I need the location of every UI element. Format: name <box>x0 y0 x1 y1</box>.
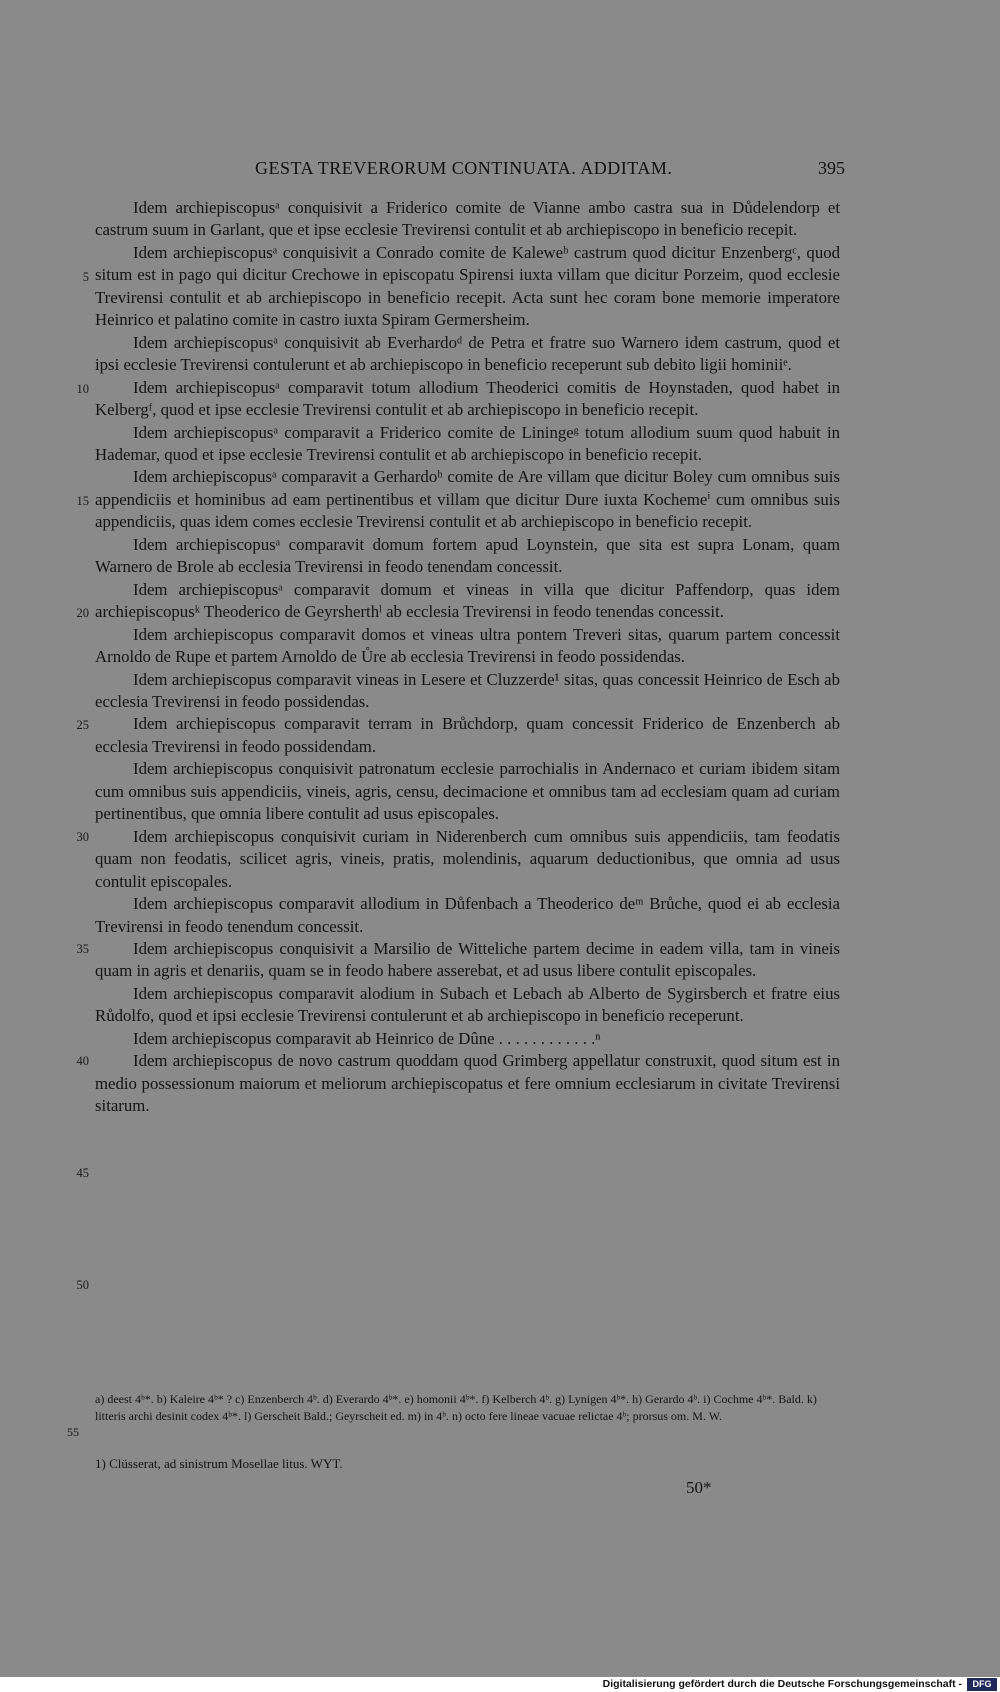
line-number: 55 <box>67 1425 79 1439</box>
paragraph: Idem archiepiscopus comparavit domos et vineas ultra pontem Treveri sitas, quarum partem concessit Arnoldo de Rupe et partem Arnoldo de Ůre ab ecclesia Trevirensi in feodo possidendas. <box>95 624 840 667</box>
line-number: 10 <box>76 382 89 396</box>
paragraph: Idem archiepiscopusᵃ conquisivit a Friderico comite de Vianne ambo castra sua in Důdelendorp et castrum suum in Garlant, que et ipse ecclesie Trevirensi contulit et ab archiepiscopo in beneficio recepit. <box>95 198 840 240</box>
line-number: 25 <box>76 718 89 732</box>
paragraph: Idem archiepiscopusᵃ comparavit totum allodium Theoderici comitis de Hoynstaden, quod habet in Kelbergᶠ, quod et ipse ecclesie Trevirensi contulit et ab archiepiscopo in beneficio recepit. <box>95 377 840 420</box>
funding-notice: Digitalisierung gefördert durch die Deutsche Forschungsgemeinschaft - <box>602 1678 962 1690</box>
paragraph: Idem archiepiscopus de novo castrum quoddam quod Grimberg appellatur construxit, quod situm est in medio possessionum maiorum et meliorum archiepiscopatus et fere omnium ecclesiarum in civitate Trevirensi sitarum. <box>95 1051 840 1116</box>
running-title: GESTA TREVERORUM CONTINUATA. ADDITAM. <box>255 158 673 178</box>
paragraph: Idem archiepiscopusᵃ comparavit domum fortem apud Loynstein, que sita est supra Lonam, quam Warnero de Brole ab ecclesia Trevirensi in feodo tenendam concessit. <box>95 534 840 577</box>
apparatus-text: a) deest 4ᵇ*. b) Kaleire 4ᵇ* ? c) Enzenberch 4ᵇ. d) Everardo 4ᵇ*. e) homonii 4ᵇ*. f) Kelberch 4ᵇ. g) Lynigen 4ᵇ*. h) Gerardo 4ᵇ. i) Cochme 4ᵇ*. Bald. k) litteris archi desinit codex 4ᵇ*. l) Gerscheit Bald.; Geyrscheit ed. m) in 4ᵇ. n) octo fere lineae vacuae relictae 4ᵇ; prorsus om. M. W. <box>95 1392 817 1423</box>
paragraph: Idem archiepiscopus comparavit alodium in Subach et Lebach ab Alberto de Sygirsberch et fratre eius Růdolfo, quod et ipsi ecclesie Trevirensi contulerunt et ab archiepiscopo in beneficio receperunt. <box>95 983 840 1026</box>
main-text <box>76 197 840 1292</box>
explanatory-footnote: 1) Clüsserat, ad sinistrum Mosellae litus. WYT. <box>95 1456 343 1471</box>
paragraph: Idem archiepiscopus comparavit allodium in Důfenbach a Theoderico deᵐ Brůche, quod ei ab ecclesia Trevirensi in feodo tenendum concessit. <box>95 894 840 936</box>
line-number: 30 <box>76 830 89 844</box>
line-number: 5 <box>82 270 89 284</box>
line-number: 35 <box>76 942 89 956</box>
paragraph: Idem archiepiscopusᵃ conquisivit ab Everhardoᵈ de Petra et fratre suo Warnero idem castrum, quod et ipsi ecclesie Trevirensi contulerunt et ab archiepiscopo in beneficio receperunt sub debito ligii hominiiᵉ. <box>95 332 840 375</box>
paragraph: Idem archiepiscopusᵃ conquisivit a Conrado comite de Kaleweᵇ castrum quod dicitur Enzenbergᶜ, quod situm est in pago qui dicitur Crechowe in episcopatu Spirensi iuxta villam que dicitur Porzeim, quod ecclesie Trevirensi contulit et ab archiepiscopo in beneficio recepit. Acta sunt hec coram bone memorie imperatore Heinrico et palatino comite in castro iuxta Spiram Germersheim. <box>95 242 840 330</box>
paragraph: Idem archiepiscopus conquisivit curiam in Niderenberch cum omnibus suis appendiciis, tam feodatis quam non feodatis, scilicet agris, vineis, pratis, molendinis, aquarum deductionibus, que omnia ad usus contulit episcopales. <box>95 826 840 891</box>
dfg-logo: DFG <box>967 1678 997 1691</box>
line-number: 45 <box>76 1166 89 1180</box>
paragraph: Idem archiepiscopusᵃ comparavit domum et vineas in villa que dicitur Paffendorp, quas idem archiepiscopusᵏ Theoderico de Geyrsherthˡ ab ecclesia Trevirensi in feodo tenendas concessit. <box>95 579 840 622</box>
paragraph: Idem archiepiscopus conquisivit patronatum ecclesie parrochialis in Andernaco et curiam ibidem sitam cum omnibus suis appendiciis, vineis, agris, censu, decimacione et omnibus tam ad ecclesiam quam ad curiam pertinentibus, que omnia libere contulit ad usus episcopales. <box>95 759 840 824</box>
paragraph: Idem archiepiscopusᵃ comparavit a Friderico comite de Liningeᵍ totum allodium suum quod habuit in Hademar, quod et ipse ecclesie Trevirensi contulit et ab archiepiscopo in beneficio recepit. <box>95 422 840 464</box>
line-number: 50 <box>76 1278 89 1292</box>
paragraph: Idem archiepiscopus comparavit terram in Brůchdorp, quam concessit Friderico de Enzenberch ab ecclesia Trevirensi in feodo possidendam. <box>95 714 840 756</box>
running-header <box>95 158 845 184</box>
line-number: 15 <box>76 494 89 508</box>
dfg-footer <box>0 1677 1000 1692</box>
page-number: 395 <box>818 158 845 178</box>
paragraph: Idem archiepiscopus comparavit ab Heinrico de Dûne . . . . . . . . . . . .ⁿ <box>133 1028 601 1048</box>
paragraph: Idem archiepiscopus comparavit vineas in Lesere et Cluzzerde¹ sitas, quas concessit Heinrico de Esch ab ecclesia Trevirensi in feodo possidendas. <box>95 669 840 711</box>
paragraph: Idem archiepiscopusᵃ comparavit a Gerhardoʰ comite de Are villam que dicitur Boley cum omnibus suis appendiciis et hominibus ad eam pertinentibus et villam que dicitur Dure iuxta Kochemeⁱ cum omnibus suis appendiciis, quas idem comes ecclesie Trevirensi contulit et ab archiepiscopo in beneficio recepit. <box>95 467 840 532</box>
line-number: 20 <box>76 606 89 620</box>
signature-mark: 50* <box>686 1478 712 1497</box>
paragraph: Idem archiepiscopus conquisivit a Marsilio de Witteliche partem decime in eadem villa, tam in vineis quam in agris et denariis, quam se in feodo habere asserebat, et ad usus libere contulit episcopales. <box>95 938 840 981</box>
line-number: 40 <box>76 1054 89 1068</box>
apparatus-footnotes <box>67 1391 840 1439</box>
